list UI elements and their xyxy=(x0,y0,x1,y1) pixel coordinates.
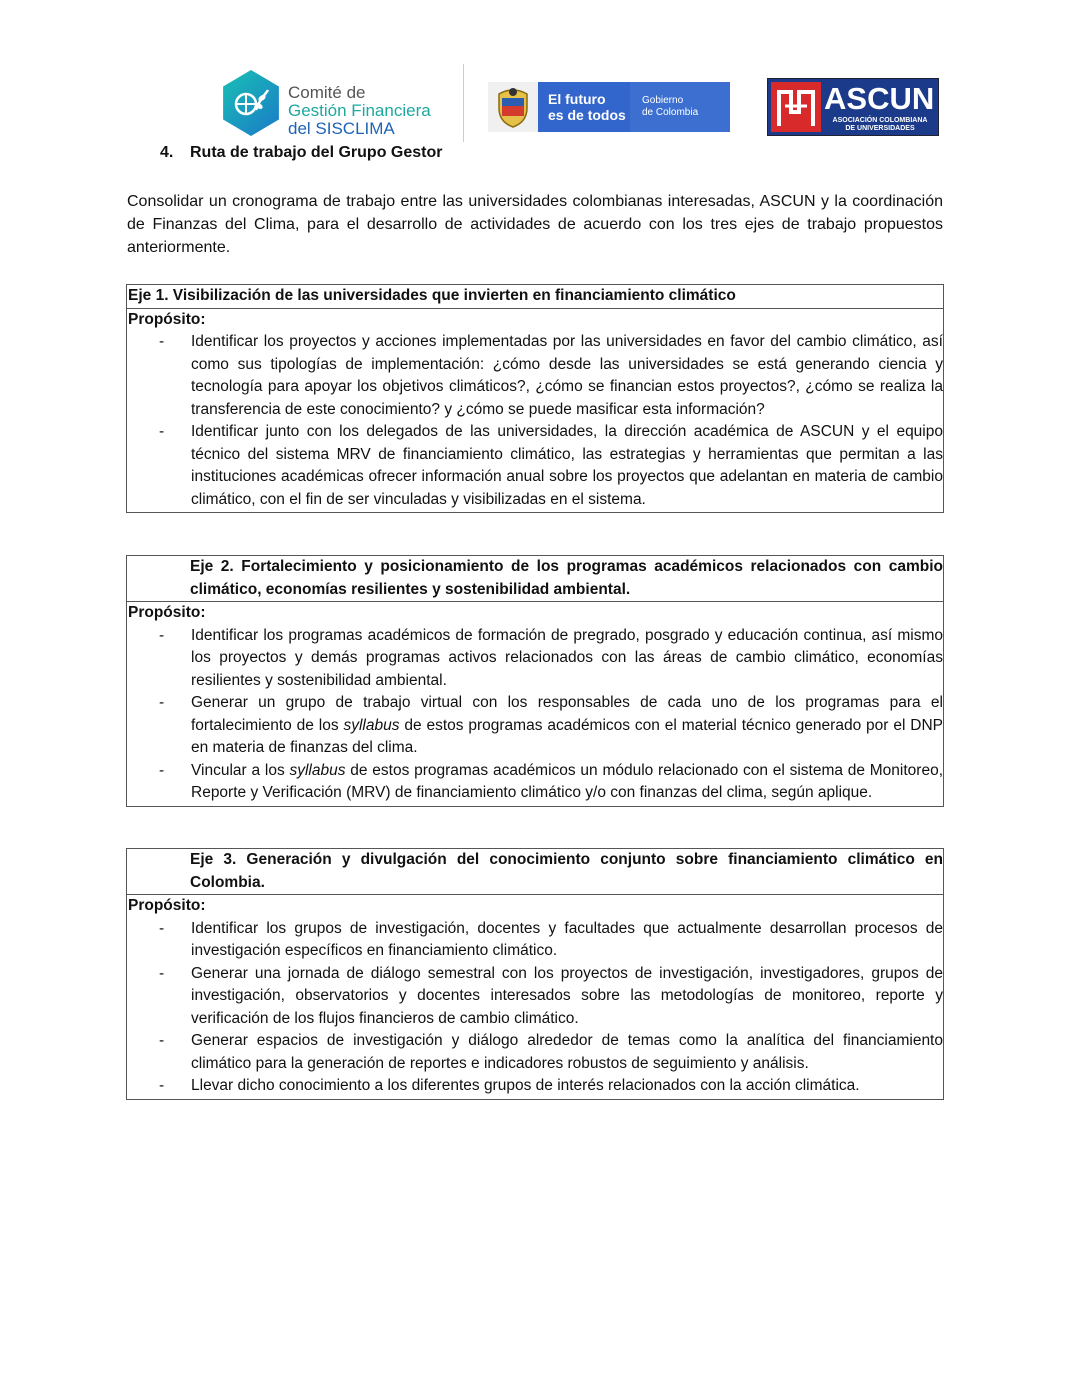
intro-paragraph: Consolidar un cronograma de trabajo entre las universidades colombianas interesadas, ASCUN y la coordinación de Finanzas del Clima, para el desarrollo de actividades de acuerdo con los tres ejes de trabajo propuestos anteriormente. xyxy=(127,193,943,256)
gov-line3: Gobierno xyxy=(642,95,684,106)
header-logos xyxy=(0,64,1068,144)
list-item: - Identificar los programas académicos de formación de pregrado, posgrado y educación continua, así mismo los proyectos y demás programas activos relacionados con las áreas de cambio climático, economías resilientes y sostenibilidad ambiental. xyxy=(159,626,943,689)
eje-3-table xyxy=(126,848,944,1100)
eje-2-title: Eje 2. Fortalecimiento y posicionamiento de los programas académicos relacionados con cambio climático, economías resilientes y sostenibilidad ambiental. xyxy=(127,556,943,602)
ascun-sub1: ASOCIACIÓN COLOMBIANA xyxy=(832,117,928,124)
list-item: - Identificar junto con los delegados de las universidades, la dirección académica de ASCUN y el equipo técnico del sistema MRV de financiamiento climático, las estrategias y herramientas que permitan a las instituciones académicas ofrecer información anual sobre los proyectos que adelantan en materia de cambio climático, con el fin de ser vinculadas y visibilizadas en el sistema. xyxy=(159,423,943,508)
coat-of-arms-icon xyxy=(488,82,538,132)
list-item: - Vincular a los syllabus de estos programas académicos un módulo relacionado con el sistema de Monitoreo, Reporte y Verificación (MRV) de financiamiento climático y/o con finanzas del clima, según aplique. xyxy=(159,761,944,801)
sisclima-line3: del SISCLIMA xyxy=(288,119,395,138)
logo-divider xyxy=(463,64,464,142)
section-heading xyxy=(160,144,442,162)
gobierno-colombia-logo xyxy=(488,82,730,132)
ascun-sub2: DE UNIVERSIDADES xyxy=(845,125,915,132)
ascun-name: ASCUN xyxy=(824,81,935,116)
eje-3-purpose-label: Propósito: xyxy=(128,897,206,914)
gov-line4: de Colombia xyxy=(642,107,699,118)
sisclima-logo xyxy=(220,70,455,140)
list-item: - Llevar dicho conocimiento a los diferentes grupos de interés relacionados con la acción climática. xyxy=(159,1077,860,1094)
globe-leaf-icon xyxy=(220,70,282,136)
eje-1-purpose-label: Propósito: xyxy=(128,310,206,328)
eje-3-list xyxy=(127,918,943,1099)
eje-3-title: Eje 3. Generación y divulgación del conocimiento conjunto sobre financiamiento climático en Colombia. xyxy=(127,849,943,895)
section-number: 4. xyxy=(160,144,174,161)
eje-2-table xyxy=(126,555,944,807)
ascun-logo xyxy=(767,78,939,136)
section-title: Ruta de trabajo del Grupo Gestor xyxy=(190,144,443,161)
list-item: - Identificar los proyectos y acciones implementadas por las universidades en favor del cambio climático, así como sus tipologías de implementación: ¿cómo desde las universidades se está generando ciencia y tecnología para apoyar los objetivos climáticos?, ¿cómo se financian estos proyectos?, ¿cómo se realiza la transferencia de este conocimiento? y ¿cómo se puede masificar esta información? xyxy=(159,333,943,418)
sisclima-line1: Comité de xyxy=(288,83,366,102)
list-item: - Generar una jornada de diálogo semestral con los proyectos de investigación, investigadores, grupos de investigación, observatorios y docentes interesados sobre las metodologías de monitoreo, reporte y verificación de los flujos financieros de cambio climático. xyxy=(159,964,943,1027)
eje-1-table xyxy=(126,284,944,513)
gov-line1: El futuro xyxy=(548,91,606,107)
sisclima-line2: Gestión Financiera xyxy=(288,101,431,120)
eje-1-list xyxy=(127,331,943,512)
list-item: - Generar espacios de investigación y diálogo alrededor de temas como la analítica del financiamiento climático para la generación de reportes e indicadores robustos de seguimiento y análisis. xyxy=(159,1032,943,1072)
eje-2-list xyxy=(127,625,943,806)
list-item: - Identificar los grupos de investigación, docentes y facultades que actualmente desarrollan procesos de investigación específicos en financiamiento climático. xyxy=(159,919,943,959)
eje-2-purpose-label: Propósito: xyxy=(128,604,206,621)
eje-1-title: Eje 1. Visibilización de las universidades que invierten en financiamiento climático xyxy=(127,285,943,309)
list-item: - Generar un grupo de trabajo virtual con los responsables de cada uno de los programas para el fortalecimiento de los syllabus de estos programas académicos con el material técnico generado por el DNP en materia de finanzas del clima. xyxy=(159,694,943,756)
gov-line2: es de todos xyxy=(548,107,626,123)
ascun-emblem-icon xyxy=(771,82,821,132)
